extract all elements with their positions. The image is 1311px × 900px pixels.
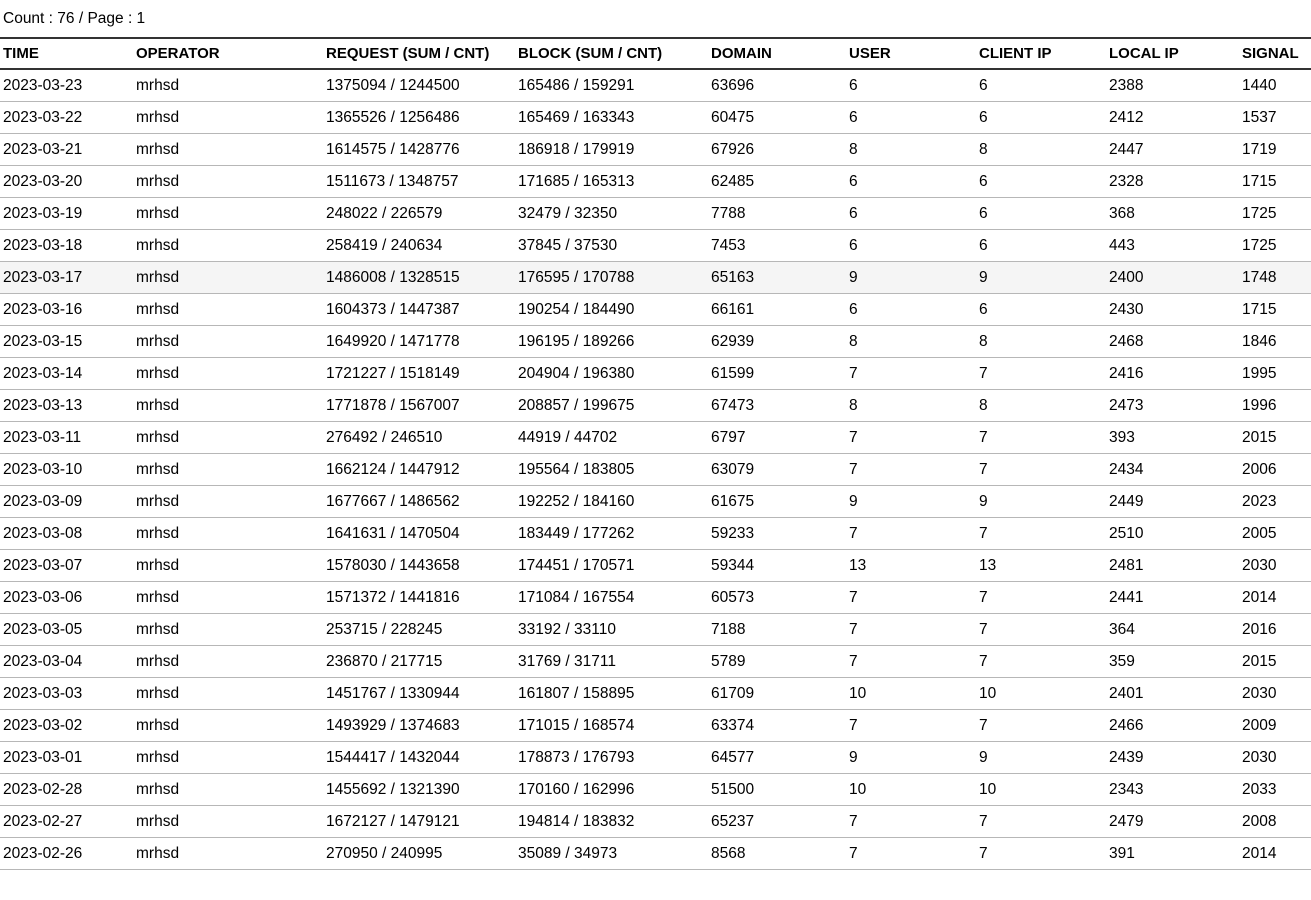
column-header: TIME (0, 38, 130, 69)
table-cell: 6 (973, 198, 1103, 230)
table-cell: 2023-03-01 (0, 742, 130, 774)
table-cell: 7 (973, 710, 1103, 742)
table-cell: 10 (973, 678, 1103, 710)
column-header: OPERATOR (130, 38, 320, 69)
table-header-row (0, 38, 1311, 69)
table-cell: 1440 (1236, 69, 1311, 102)
table-cell: 2015 (1236, 422, 1311, 454)
table-cell: 2439 (1103, 742, 1236, 774)
table-cell: 165469 / 163343 (512, 102, 705, 134)
table-cell: 1614575 / 1428776 (320, 134, 512, 166)
table-cell: 2015 (1236, 646, 1311, 678)
table-cell: 2023-03-04 (0, 646, 130, 678)
table-row[interactable] (0, 166, 1311, 198)
table-cell: mrhsd (130, 390, 320, 422)
table-cell: 2416 (1103, 358, 1236, 390)
table-cell: mrhsd (130, 454, 320, 486)
table-cell: 1544417 / 1432044 (320, 742, 512, 774)
table-cell: 2030 (1236, 678, 1311, 710)
table-cell: 6 (843, 102, 973, 134)
table-cell: 61709 (705, 678, 843, 710)
column-header: CLIENT IP (973, 38, 1103, 69)
table-cell: 194814 / 183832 (512, 806, 705, 838)
table-cell: 33192 / 33110 (512, 614, 705, 646)
table-cell: 391 (1103, 838, 1236, 870)
table-row[interactable] (0, 326, 1311, 358)
table-cell: 2006 (1236, 454, 1311, 486)
table-cell: mrhsd (130, 422, 320, 454)
table-cell: 2023-03-05 (0, 614, 130, 646)
table-cell: 32479 / 32350 (512, 198, 705, 230)
table-cell: 1846 (1236, 326, 1311, 358)
table-cell: 2014 (1236, 838, 1311, 870)
table-cell: 9 (973, 486, 1103, 518)
table-cell: 1715 (1236, 166, 1311, 198)
table-cell: 258419 / 240634 (320, 230, 512, 262)
table-cell: 7 (973, 358, 1103, 390)
table-cell: mrhsd (130, 486, 320, 518)
table-cell: 6 (973, 69, 1103, 102)
table-row[interactable] (0, 774, 1311, 806)
table-cell: mrhsd (130, 294, 320, 326)
table-cell: 2328 (1103, 166, 1236, 198)
table-cell: 183449 / 177262 (512, 518, 705, 550)
table-cell: 190254 / 184490 (512, 294, 705, 326)
table-cell: 1451767 / 1330944 (320, 678, 512, 710)
table-cell: mrhsd (130, 326, 320, 358)
table-cell: 7 (973, 806, 1103, 838)
table-cell: 1604373 / 1447387 (320, 294, 512, 326)
table-cell: 6 (843, 230, 973, 262)
table-row[interactable] (0, 358, 1311, 390)
table-row[interactable] (0, 262, 1311, 294)
table-cell: 1721227 / 1518149 (320, 358, 512, 390)
table-cell: 2009 (1236, 710, 1311, 742)
table-cell: 7453 (705, 230, 843, 262)
table-cell: mrhsd (130, 774, 320, 806)
table-cell: 2447 (1103, 134, 1236, 166)
table-cell: 2005 (1236, 518, 1311, 550)
table-cell: mrhsd (130, 678, 320, 710)
table-cell: 2023-03-15 (0, 326, 130, 358)
table-cell: 1641631 / 1470504 (320, 518, 512, 550)
table-cell: 2023-03-02 (0, 710, 130, 742)
table-cell: 6 (973, 230, 1103, 262)
table-cell: 2023-03-22 (0, 102, 130, 134)
table-row[interactable] (0, 742, 1311, 774)
table-cell: 6 (973, 166, 1103, 198)
table-cell: 2008 (1236, 806, 1311, 838)
table-cell: 2023-03-06 (0, 582, 130, 614)
table-cell: 8 (973, 390, 1103, 422)
table-cell: 65237 (705, 806, 843, 838)
table-cell: 2430 (1103, 294, 1236, 326)
table-cell: 176595 / 170788 (512, 262, 705, 294)
table-cell: 67473 (705, 390, 843, 422)
table-cell: 1771878 / 1567007 (320, 390, 512, 422)
table-cell: 62485 (705, 166, 843, 198)
table-cell: 161807 / 158895 (512, 678, 705, 710)
table-cell: 62939 (705, 326, 843, 358)
table-cell: mrhsd (130, 742, 320, 774)
table-cell: 6 (973, 294, 1103, 326)
table-cell: 2401 (1103, 678, 1236, 710)
table-cell: 64577 (705, 742, 843, 774)
table-cell: 7 (843, 454, 973, 486)
table-cell: 1715 (1236, 294, 1311, 326)
table-cell: 10 (973, 774, 1103, 806)
table-cell: mrhsd (130, 518, 320, 550)
table-cell: 7 (843, 806, 973, 838)
table-cell: 1486008 / 1328515 (320, 262, 512, 294)
table-cell: 276492 / 246510 (320, 422, 512, 454)
table-cell: 2434 (1103, 454, 1236, 486)
column-header: DOMAIN (705, 38, 843, 69)
table-cell: 60475 (705, 102, 843, 134)
table-row[interactable] (0, 134, 1311, 166)
table-cell: 1662124 / 1447912 (320, 454, 512, 486)
table-cell: 60573 (705, 582, 843, 614)
table-cell: 7 (973, 422, 1103, 454)
table-cell: 1493929 / 1374683 (320, 710, 512, 742)
table-cell: 9 (973, 262, 1103, 294)
table-cell: 1719 (1236, 134, 1311, 166)
table-cell: 10 (843, 678, 973, 710)
table-cell: 1455692 / 1321390 (320, 774, 512, 806)
table-row[interactable] (0, 614, 1311, 646)
table-cell: 1748 (1236, 262, 1311, 294)
table-cell: 2023-03-07 (0, 550, 130, 582)
table-cell: 7 (973, 454, 1103, 486)
table-row[interactable] (0, 582, 1311, 614)
table-cell: 2023-03-14 (0, 358, 130, 390)
table-cell: 8 (843, 134, 973, 166)
table-cell: 63696 (705, 69, 843, 102)
table-cell: 171084 / 167554 (512, 582, 705, 614)
table-cell: 2388 (1103, 69, 1236, 102)
table-cell: 9 (843, 262, 973, 294)
table-cell: 8568 (705, 838, 843, 870)
column-header: BLOCK (SUM / CNT) (512, 38, 705, 69)
table-cell: 2466 (1103, 710, 1236, 742)
table-row[interactable] (0, 518, 1311, 550)
table-row[interactable] (0, 454, 1311, 486)
column-header: SIGNAL (1236, 38, 1311, 69)
table-cell: 61599 (705, 358, 843, 390)
table-cell: 443 (1103, 230, 1236, 262)
table-cell: 8 (973, 326, 1103, 358)
table-cell: 171015 / 168574 (512, 710, 705, 742)
table-cell: 63079 (705, 454, 843, 486)
table-cell: 9 (843, 486, 973, 518)
table-cell: 59233 (705, 518, 843, 550)
table-cell: 2033 (1236, 774, 1311, 806)
table-cell: 2023-03-10 (0, 454, 130, 486)
table-cell: 7188 (705, 614, 843, 646)
table-cell: 393 (1103, 422, 1236, 454)
table-cell: 6 (843, 69, 973, 102)
table-cell: 2510 (1103, 518, 1236, 550)
table-cell: mrhsd (130, 582, 320, 614)
table-row[interactable] (0, 646, 1311, 678)
table-cell: 7 (843, 646, 973, 678)
table-row[interactable] (0, 838, 1311, 870)
table-cell: 7 (843, 710, 973, 742)
table-cell: 8 (973, 134, 1103, 166)
table-cell: 2023-03-18 (0, 230, 130, 262)
table-cell: 2023-03-19 (0, 198, 130, 230)
table-cell: 2023-03-08 (0, 518, 130, 550)
table-cell: 10 (843, 774, 973, 806)
table-row[interactable] (0, 390, 1311, 422)
table-cell: 63374 (705, 710, 843, 742)
table-cell: 2023-03-09 (0, 486, 130, 518)
table-cell: 1725 (1236, 198, 1311, 230)
table-cell: 6 (843, 166, 973, 198)
table-cell: 2468 (1103, 326, 1236, 358)
table-cell: 66161 (705, 294, 843, 326)
table-cell: 51500 (705, 774, 843, 806)
table-cell: 8 (843, 326, 973, 358)
column-header: USER (843, 38, 973, 69)
table-cell: 364 (1103, 614, 1236, 646)
table-cell: 7 (973, 646, 1103, 678)
table-row[interactable] (0, 806, 1311, 838)
table-cell: 7 (843, 582, 973, 614)
table-row[interactable] (0, 678, 1311, 710)
table-cell: 6 (843, 294, 973, 326)
table-cell: 7 (973, 582, 1103, 614)
table-cell: 2030 (1236, 742, 1311, 774)
table-cell: 2023-03-16 (0, 294, 130, 326)
table-cell: 2023-03-21 (0, 134, 130, 166)
table-cell: 1375094 / 1244500 (320, 69, 512, 102)
table-cell: mrhsd (130, 69, 320, 102)
table-cell: mrhsd (130, 550, 320, 582)
table-cell: 37845 / 37530 (512, 230, 705, 262)
table-cell: 2023-03-03 (0, 678, 130, 710)
table-row[interactable] (0, 422, 1311, 454)
table-cell: mrhsd (130, 710, 320, 742)
table-cell: 1677667 / 1486562 (320, 486, 512, 518)
table-cell: 1649920 / 1471778 (320, 326, 512, 358)
table-cell: mrhsd (130, 198, 320, 230)
table-cell: 359 (1103, 646, 1236, 678)
table-cell: 1725 (1236, 230, 1311, 262)
table-cell: 2014 (1236, 582, 1311, 614)
table-cell: 174451 / 170571 (512, 550, 705, 582)
table-cell: 9 (843, 742, 973, 774)
table-cell: 248022 / 226579 (320, 198, 512, 230)
table-cell: mrhsd (130, 134, 320, 166)
column-header: LOCAL IP (1103, 38, 1236, 69)
table-cell: 208857 / 199675 (512, 390, 705, 422)
table-cell: 2412 (1103, 102, 1236, 134)
table-cell: 7 (973, 518, 1103, 550)
table-cell: 2030 (1236, 550, 1311, 582)
table-cell: 236870 / 217715 (320, 646, 512, 678)
table-cell: 1511673 / 1348757 (320, 166, 512, 198)
table-cell: 2479 (1103, 806, 1236, 838)
table-row[interactable] (0, 69, 1311, 102)
column-header: REQUEST (SUM / CNT) (320, 38, 512, 69)
table-cell: 61675 (705, 486, 843, 518)
table-row[interactable] (0, 486, 1311, 518)
table-cell: 2023 (1236, 486, 1311, 518)
table-cell: 65163 (705, 262, 843, 294)
table-cell: 2023-02-26 (0, 838, 130, 870)
table-cell: mrhsd (130, 806, 320, 838)
table-cell: mrhsd (130, 646, 320, 678)
table-cell: 2023-03-13 (0, 390, 130, 422)
table-cell: mrhsd (130, 358, 320, 390)
table-cell: 35089 / 34973 (512, 838, 705, 870)
table-cell: 204904 / 196380 (512, 358, 705, 390)
table-cell: 9 (973, 742, 1103, 774)
table-cell: 7 (843, 358, 973, 390)
table-cell: 1672127 / 1479121 (320, 806, 512, 838)
table-cell: 2481 (1103, 550, 1236, 582)
table-cell: 7 (843, 518, 973, 550)
table-cell: mrhsd (130, 230, 320, 262)
table-cell: 368 (1103, 198, 1236, 230)
table-cell: 1537 (1236, 102, 1311, 134)
table-cell: 270950 / 240995 (320, 838, 512, 870)
table-cell: 178873 / 176793 (512, 742, 705, 774)
table-cell: 2023-02-28 (0, 774, 130, 806)
table-cell: 165486 / 159291 (512, 69, 705, 102)
table-cell: 7 (973, 838, 1103, 870)
table-cell: 7 (973, 614, 1103, 646)
table-cell: 13 (843, 550, 973, 582)
table-cell: 2016 (1236, 614, 1311, 646)
table-body (0, 69, 1311, 870)
table-cell: 59344 (705, 550, 843, 582)
table-row[interactable] (0, 230, 1311, 262)
table-row[interactable] (0, 710, 1311, 742)
table-row[interactable] (0, 550, 1311, 582)
table-cell: 1996 (1236, 390, 1311, 422)
table-cell: 2023-03-23 (0, 69, 130, 102)
table-cell: 7 (843, 838, 973, 870)
table-row[interactable] (0, 102, 1311, 134)
table-cell: 44919 / 44702 (512, 422, 705, 454)
table-cell: 2023-03-20 (0, 166, 130, 198)
table-cell: 2400 (1103, 262, 1236, 294)
table-cell: 2473 (1103, 390, 1236, 422)
stats-table (0, 37, 1311, 870)
table-cell: 170160 / 162996 (512, 774, 705, 806)
table-cell: 171685 / 165313 (512, 166, 705, 198)
table-cell: 2441 (1103, 582, 1236, 614)
table-cell: 2023-03-11 (0, 422, 130, 454)
table-cell: 2343 (1103, 774, 1236, 806)
table-cell: 2449 (1103, 486, 1236, 518)
table-cell: 7 (843, 614, 973, 646)
table-row[interactable] (0, 198, 1311, 230)
table-cell: 196195 / 189266 (512, 326, 705, 358)
table-cell: 1365526 / 1256486 (320, 102, 512, 134)
table-cell: mrhsd (130, 262, 320, 294)
table-cell: 5789 (705, 646, 843, 678)
table-cell: 253715 / 228245 (320, 614, 512, 646)
record-count-summary: Count : 76 / Page : 1 (3, 10, 146, 27)
table-cell: 1578030 / 1443658 (320, 550, 512, 582)
table-row[interactable] (0, 294, 1311, 326)
table-cell: 186918 / 179919 (512, 134, 705, 166)
table-cell: 1995 (1236, 358, 1311, 390)
table-cell: 192252 / 184160 (512, 486, 705, 518)
table-cell: 6 (973, 102, 1103, 134)
table-cell: 31769 / 31711 (512, 646, 705, 678)
table-cell: 67926 (705, 134, 843, 166)
table-cell: mrhsd (130, 838, 320, 870)
table-cell: 7788 (705, 198, 843, 230)
table-cell: 195564 / 183805 (512, 454, 705, 486)
table-cell: 8 (843, 390, 973, 422)
table-cell: mrhsd (130, 102, 320, 134)
table-cell: 6 (843, 198, 973, 230)
table-cell: mrhsd (130, 614, 320, 646)
table-cell: mrhsd (130, 166, 320, 198)
table-cell: 1571372 / 1441816 (320, 582, 512, 614)
table-cell: 2023-03-17 (0, 262, 130, 294)
table-cell: 7 (843, 422, 973, 454)
table-cell: 6797 (705, 422, 843, 454)
table-cell: 13 (973, 550, 1103, 582)
table-cell: 2023-02-27 (0, 806, 130, 838)
